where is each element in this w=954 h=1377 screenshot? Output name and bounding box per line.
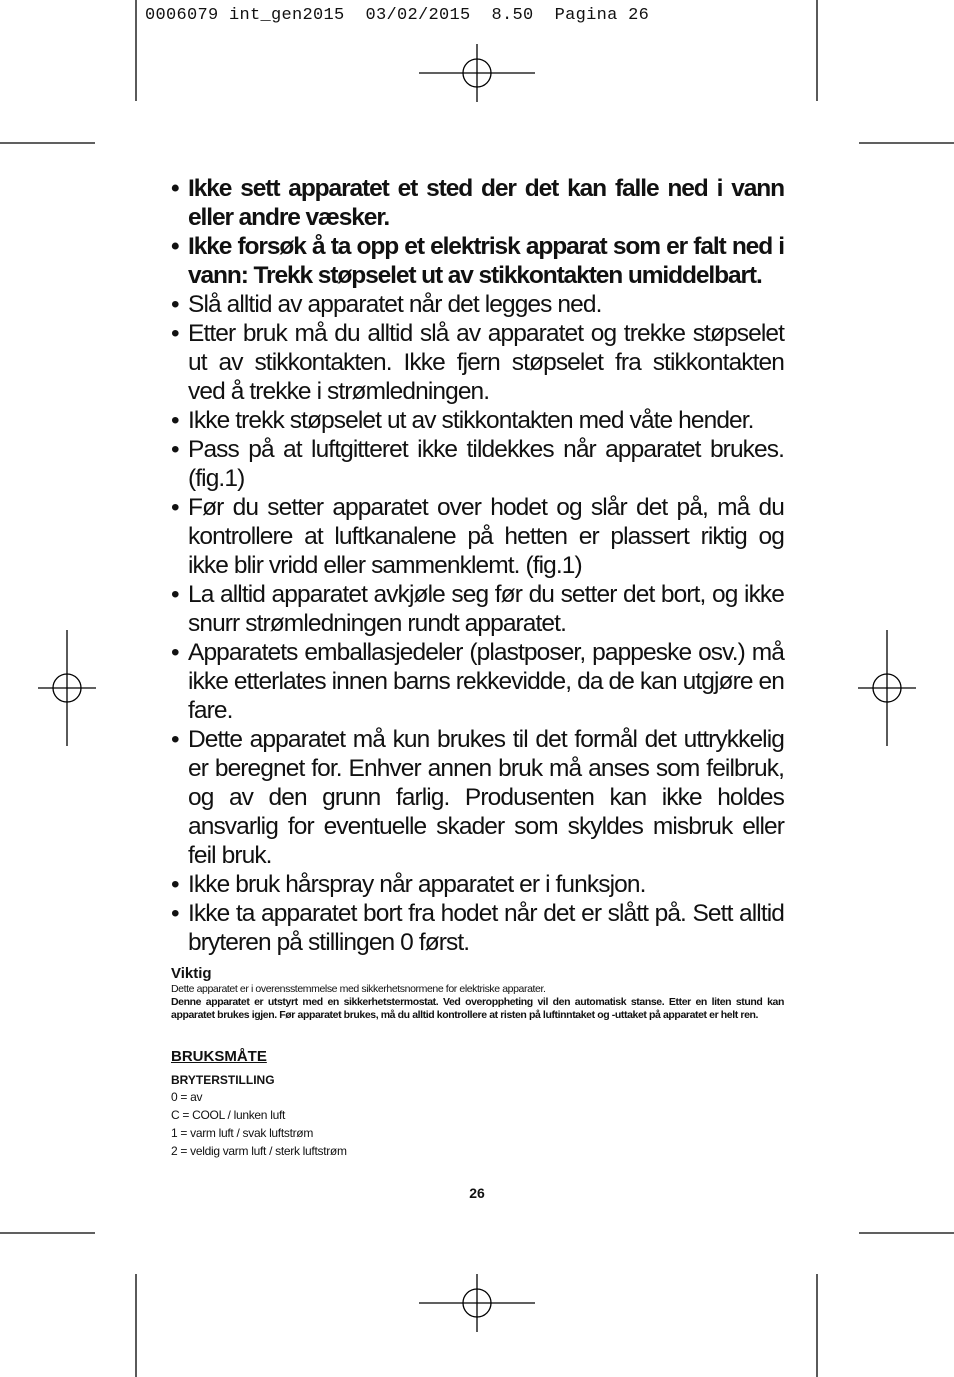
instruction-item: • Ikke trekk støpselet ut av stikkontakten med våte hender. xyxy=(171,406,784,435)
instruction-item: • Etter bruk må du alltid slå av apparatet og trekke støpselet ut av stikkontakten. Ikke fjern støpselet fra stikkontakten ved å trekke i strømledningen. xyxy=(171,319,784,406)
safety-instructions-list xyxy=(171,174,784,957)
instruction-item: • La alltid apparatet avkjøle seg før du setter det bort, og ikke snurr strømledningen rundt apparatet. xyxy=(171,580,784,638)
switch-position-item: C = COOL / lunken luft xyxy=(171,1108,286,1122)
usage-section-heading: BRUKSMÅTE xyxy=(171,1048,267,1065)
switch-position-item: 0 = av xyxy=(171,1090,203,1104)
switch-positions-list xyxy=(171,1088,784,1160)
instruction-item: • Ikke sett apparatet et sted der det kan falle ned i vann eller andre væsker. xyxy=(171,174,784,232)
important-text-2: Denne apparatet er utstyrt med en sikkerhetstermostat. Ved overoppheting vil den automatisk stanse. Etter en liten stund kan apparatet brukes igjen. Før apparatet brukes, må du alltid kontrollere at risten på luftinntaket og -uttaket på apparatet er helt ren. xyxy=(171,996,784,1021)
important-heading: Viktig xyxy=(171,965,212,982)
page-number: 26 xyxy=(469,1185,485,1201)
switch-position-item: 2 = veldig varm luft / sterk luftstrøm xyxy=(171,1144,347,1158)
instruction-item: • Før du setter apparatet over hodet og slår det på, må du kontrollere at luftkanalene på hetten er plassert riktig og ikke blir vridd eller sammenklemt. (fig.1) xyxy=(171,493,784,580)
instruction-item: • Pass på at luftgitteret ikke tildekkes når apparatet brukes. (fig.1) xyxy=(171,435,784,493)
switch-position-item: 1 = varm luft / svak luftstrøm xyxy=(171,1126,314,1140)
important-text-1: Dette apparatet er i overensstemmelse med sikkerhetsnormene for elektriske apparater. xyxy=(171,983,546,995)
instruction-item: • Ikke ta apparatet bort fra hodet når det er slått på. Sett alltid bryteren på stillingen 0 først. xyxy=(171,899,784,957)
switch-positions-heading: BRYTERSTILLING xyxy=(171,1073,275,1087)
page-content xyxy=(171,174,784,1160)
print-slug: 0006079 int_gen2015 03/02/2015 8.50 Pagina 26 xyxy=(145,6,650,25)
instruction-item: • Ikke bruk hårspray når apparatet er i funksjon. xyxy=(171,870,784,899)
instruction-item: • Apparatets emballasjedeler (plastposer, pappeske osv.) må ikke etterlates innen barns rekkevidde, da de kan utgjøre en fare. xyxy=(171,638,784,725)
instruction-item: • Slå alltid av apparatet når det legges ned. xyxy=(171,290,784,319)
instruction-item: • Dette apparatet må kun brukes til det formål det uttrykkelig er beregnet for. Enhver annen bruk må anses som feilbruk, og av den grunn farlig. Produsenten kan ikke holdes ansvarlig for eventuelle skader som skyldes misbruk eller feil bruk. xyxy=(171,725,784,870)
instruction-item: • Ikke forsøk å ta opp et elektrisk apparat som er falt ned i vann: Trekk støpselet ut av stikkontakten umiddelbart. xyxy=(171,232,784,290)
